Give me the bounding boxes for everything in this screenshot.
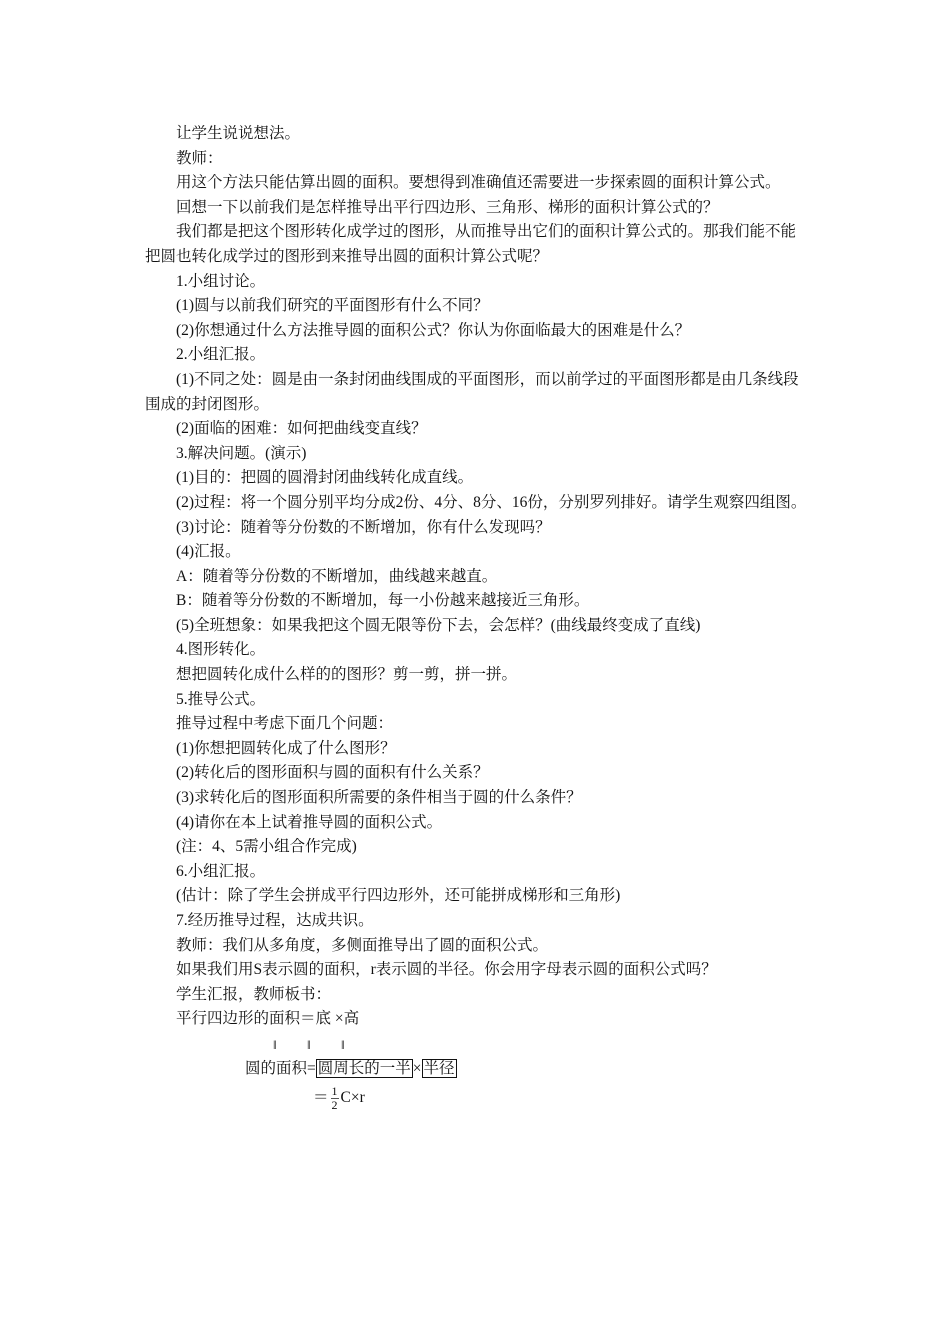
area-formula bbox=[145, 1007, 810, 1127]
equals-sign: ＝ bbox=[313, 1089, 329, 1107]
paragraph: 3.解决问题。(演示) bbox=[176, 444, 307, 462]
paragraph: 7.经历推导过程，达成共识。 bbox=[176, 912, 374, 929]
paragraph: 6.小组汇报。 bbox=[176, 862, 266, 880]
one-half-fraction bbox=[331, 1085, 339, 1112]
half-circumference-box: 圆周长的一半 bbox=[317, 1060, 411, 1078]
paragraph: (3)求转化后的图形面积所需要的条件相当于圆的什么条件？ bbox=[176, 789, 582, 807]
paragraph: 2.小组汇报。 bbox=[176, 346, 266, 364]
paragraph: (2)转化后的图形面积与圆的面积有什么关系？ bbox=[176, 764, 489, 782]
equivalence-bar: ‖ bbox=[341, 1037, 345, 1053]
fraction-denominator: 2 bbox=[331, 1098, 338, 1113]
paragraph: 回想一下以前我们是怎样推导出平行四边形、三角形、梯形的面积计算公式的？ bbox=[176, 198, 719, 216]
paragraph: (1)不同之处：圆是由一条封闭曲线围成的平面图形，而以前学过的平面图形都是由几条线段围成的封闭图形。 bbox=[145, 370, 799, 413]
paragraph: (注：4、5需小组合作完成) bbox=[176, 838, 357, 856]
paragraph: 推导过程中考虑下面几个问题： bbox=[176, 715, 394, 733]
paragraph: (2)你想通过什么方法推导圆的面积公式？你认为你面临最大的困难是什么？ bbox=[176, 321, 691, 339]
paragraph: (2)面临的困难：如何把曲线变直线？ bbox=[176, 420, 427, 438]
paragraph: (3)讨论：随着等分份数的不断增加，你有什么发现吗？ bbox=[176, 518, 551, 536]
paragraph: 如果我们用S表示圆的面积，r表示圆的半径。你会用字母表示圆的面积公式吗？ bbox=[176, 961, 717, 979]
paragraph: 1.小组讨论。 bbox=[176, 272, 266, 290]
paragraph: 让学生说说想法。 bbox=[176, 125, 301, 142]
paragraph: 教师：我们从多角度，多侧面推导出了圆的面积公式。 bbox=[176, 936, 549, 954]
paragraph: (1)目的：把圆的圆滑封闭曲线转化成直线。 bbox=[176, 469, 474, 487]
document-body bbox=[145, 122, 810, 1127]
paragraph: A：随着等分份数的不断增加，曲线越来越直。 bbox=[176, 567, 498, 585]
equivalence-bars bbox=[273, 1033, 375, 1058]
paragraph: 用这个方法只能估算出圆的面积。要想得到准确值还需要进一步探索圆的面积计算公式。 bbox=[176, 174, 781, 192]
paragraph: (1)你想把圆转化成了什么图形？ bbox=[176, 739, 396, 757]
times-sign: × bbox=[412, 1060, 422, 1078]
circle-area-formula bbox=[245, 1057, 457, 1082]
fraction-numerator: 1 bbox=[331, 1084, 338, 1099]
paragraph: 4.图形转化。 bbox=[176, 641, 266, 659]
paragraph: (4)请你在本上试着推导圆的面积公式。 bbox=[176, 813, 443, 831]
paragraph: B：随着等分份数的不断增加，每一小份越来越接近三角形。 bbox=[176, 592, 590, 610]
paragraph: (估计：除了学生会拼成平行四边形外，还可能拼成梯形和三角形) bbox=[176, 887, 621, 905]
formula-tail: C×r bbox=[340, 1089, 365, 1107]
equivalence-bar: ‖ bbox=[307, 1037, 311, 1053]
circle-area-label: 圆的面积= bbox=[245, 1060, 316, 1078]
paragraph: (5)全班想象：如果我把这个圆无限等份下去，会怎样？(曲线最终变成了直线) bbox=[176, 616, 701, 634]
paragraph: 教师： bbox=[176, 149, 223, 167]
equivalence-bar: ‖ bbox=[273, 1037, 277, 1053]
paragraph: 学生汇报，教师板书： bbox=[176, 985, 332, 1003]
paragraph: 我们都是把这个图形转化成学过的图形，从而推导出它们的面积计算公式的。那我们能不能把圆也转化成学过的图形到来推导出圆的面积计算公式呢？ bbox=[145, 223, 797, 265]
paragraph: (1)圆与以前我们研究的平面图形有什么不同？ bbox=[176, 297, 489, 315]
final-formula bbox=[313, 1085, 365, 1112]
parallelogram-area-formula: 平行四边形的面积＝底 ×高 bbox=[176, 1010, 360, 1028]
paragraph: 5.推导公式。 bbox=[176, 690, 266, 708]
radius-box: 半径 bbox=[423, 1060, 455, 1078]
paragraph: 想把圆转化成什么样的的图形？剪一剪，拼一拼。 bbox=[176, 666, 518, 684]
paragraph: (2)过程：将一个圆分别平均分成2份、4分、8分、16份，分别罗列排好。请学生观察四组图。 bbox=[176, 493, 807, 511]
paragraph: (4)汇报。 bbox=[176, 543, 241, 561]
